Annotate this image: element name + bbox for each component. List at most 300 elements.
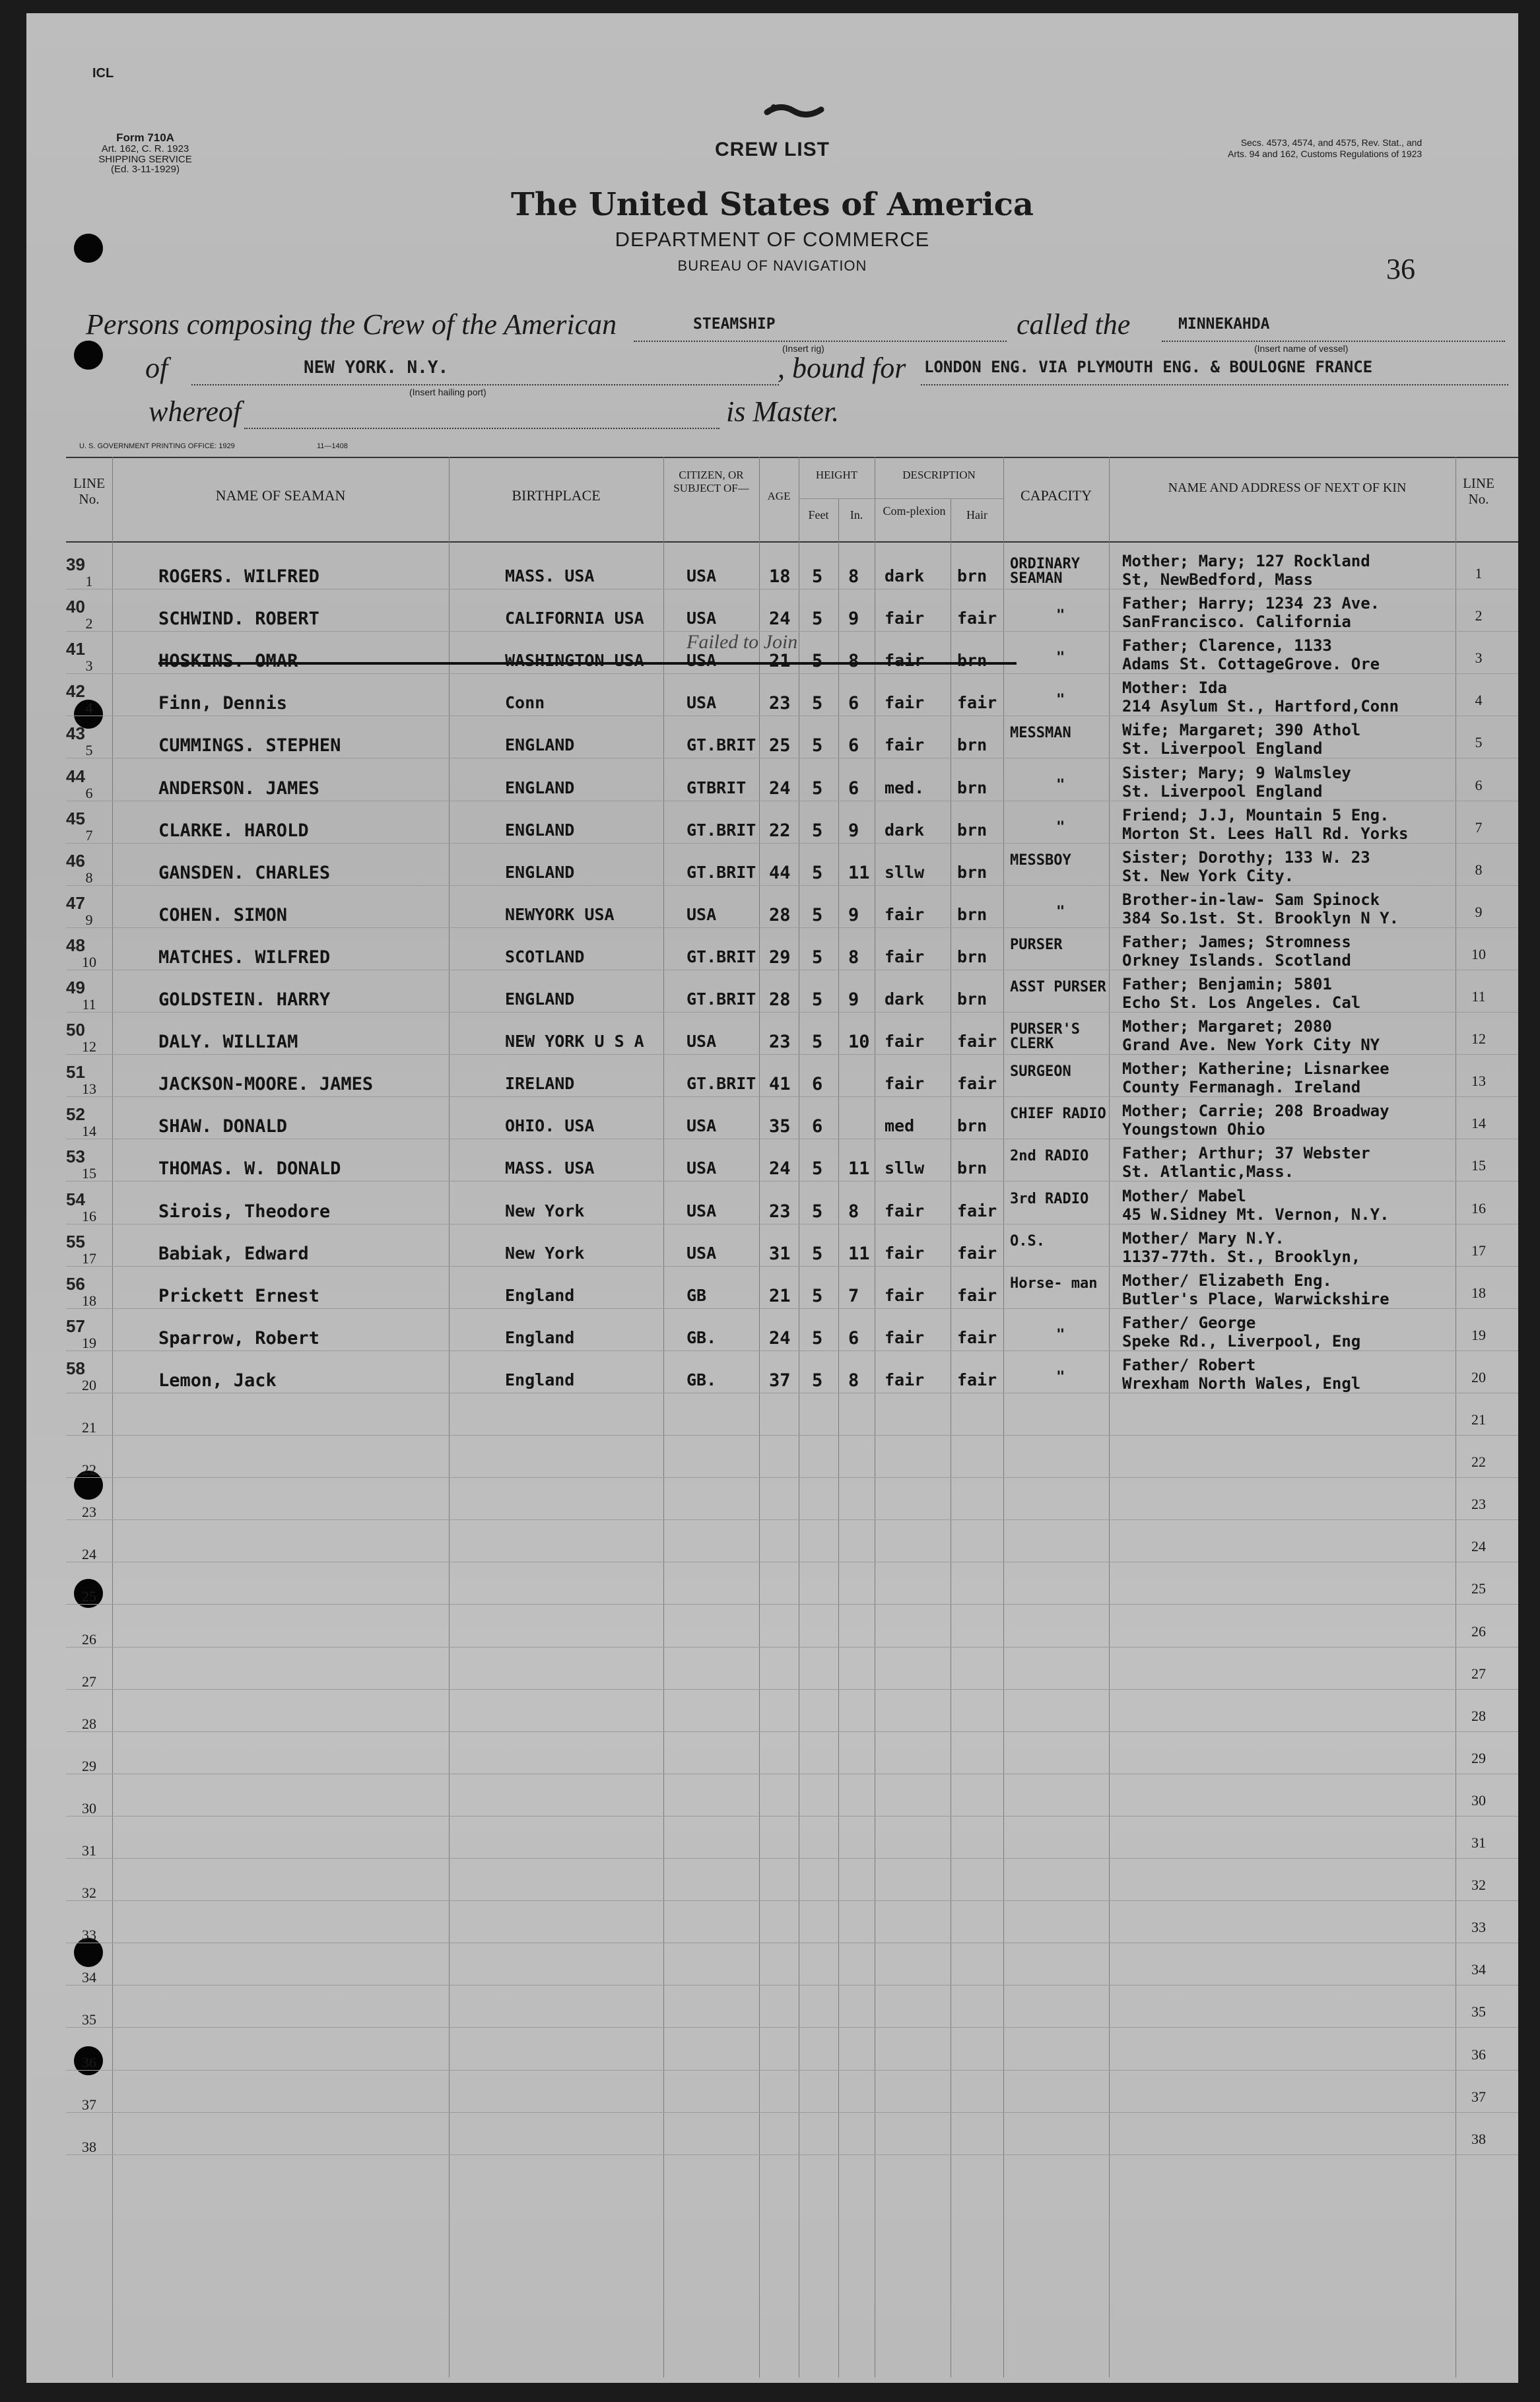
col-line-no: LINE No. [73, 475, 105, 508]
col-feet: Feet [808, 508, 829, 521]
margin-number: 55 [66, 1231, 85, 1251]
height-inches: 6 [848, 778, 859, 799]
citizenship: USA [686, 1032, 717, 1051]
whereof-label: whereof [149, 395, 242, 428]
line-number-right: 38 [1471, 2130, 1486, 2147]
capacity: CHIEF RADIO [1010, 1106, 1106, 1123]
line-number-left: 17 [82, 1250, 96, 1267]
margin-number: 53 [66, 1147, 85, 1167]
height-feet: 5 [812, 735, 823, 756]
next-of-kin-name: Mother; Carrie; 208 Broadway [1122, 1102, 1389, 1121]
hair: brn [957, 904, 988, 924]
height-feet: 5 [812, 1243, 823, 1264]
birthplace: CALIFORNIA USA [505, 609, 644, 628]
age: 24 [769, 609, 791, 630]
hair: brn [957, 1116, 988, 1136]
height-inches: 11 [848, 1158, 870, 1180]
complexion: fair [885, 1074, 925, 1094]
line-number-right: 27 [1471, 1665, 1486, 1682]
next-of-kin-address: St. Atlantic,Mass. [1122, 1162, 1294, 1182]
destination: LONDON ENG. VIA PLYMOUTH ENG. & BOULOGNE FRANCE [924, 358, 1373, 376]
line-number-left: 20 [82, 1376, 96, 1393]
birthplace: ENGLAND [505, 820, 575, 840]
seaman-name: GANSDEN. CHARLES [158, 862, 331, 883]
margin-number: 40 [66, 597, 85, 617]
seaman-name: CLARKE. HAROLD [158, 820, 309, 841]
margin-number: 50 [66, 1020, 85, 1040]
height-feet: 5 [812, 1327, 823, 1349]
age: 44 [769, 862, 791, 883]
hair: fair [957, 1074, 997, 1094]
hair: fair [957, 1327, 997, 1347]
line-number-left: 3 [85, 657, 93, 675]
line-number-left: 4 [85, 700, 93, 717]
seaman-name: SCHWIND. ROBERT [158, 609, 319, 630]
margin-number: 43 [66, 723, 85, 744]
margin-number: 44 [66, 766, 85, 786]
height-inches: 6 [848, 1327, 859, 1349]
is-master-label: is Master. [726, 395, 840, 428]
punch-hole [74, 341, 103, 370]
row-rule [66, 2027, 1518, 2028]
vessel-line [1162, 341, 1505, 342]
complexion: fair [885, 1243, 925, 1263]
margin-number: 49 [66, 978, 85, 997]
next-of-kin-name: Mother/ Mary N.Y. [1122, 1228, 1285, 1248]
capacity: " [1056, 1326, 1065, 1343]
seaman-name: COHEN. SIMON [158, 904, 288, 925]
margin-number: 41 [66, 639, 85, 659]
line-number-right: 12 [1471, 1030, 1486, 1048]
height-inches: 11 [848, 1243, 870, 1264]
next-of-kin-address: Grand Ave. New York City NY [1122, 1036, 1380, 1055]
seaman-name: Prickett Ernest [158, 1285, 319, 1306]
next-of-kin-name: Mother; Margaret; 2080 [1122, 1017, 1332, 1036]
capacity: Horse- man [1010, 1275, 1098, 1292]
col-birthplace: BIRTHPLACE [512, 487, 601, 504]
row-rule [66, 1435, 1518, 1436]
line-number-left: 26 [82, 1630, 96, 1648]
line-number-right: 36 [1471, 2046, 1486, 2063]
capacity: ASST PURSER [1010, 979, 1106, 995]
height-feet: 5 [812, 1285, 823, 1306]
next-of-kin-name: Sister; Dorothy; 133 W. 23 [1122, 848, 1370, 867]
complexion: fair [885, 609, 925, 628]
hair: brn [957, 989, 988, 1009]
seaman-name: CUMMINGS. STEPHEN [158, 735, 341, 756]
age: 23 [769, 1032, 791, 1053]
next-of-kin-address: 214 Asylum St., Hartford,Conn [1122, 697, 1399, 716]
next-of-kin-name: Father; Arthur; 37 Webster [1122, 1144, 1370, 1163]
row-rule [66, 1181, 1518, 1182]
line-number-right: 13 [1471, 1073, 1486, 1090]
port-line [191, 384, 779, 385]
complexion: med [885, 1116, 915, 1136]
next-of-kin-address: SanFrancisco. California [1122, 613, 1351, 632]
line-number-right: 26 [1471, 1622, 1486, 1640]
seaman-name: ANDERSON. JAMES [158, 778, 319, 799]
of-label: of [145, 352, 168, 384]
line-number-right: 21 [1471, 1411, 1486, 1428]
line-number-right: 6 [1475, 776, 1483, 793]
seal-mark [760, 98, 826, 127]
citizenship: GT.BRIT [686, 862, 756, 882]
height-feet: 5 [812, 693, 823, 714]
line-number-left: 36 [82, 2053, 96, 2071]
line-number-left: 37 [82, 2096, 96, 2113]
seaman-name: Finn, Dennis [158, 693, 288, 714]
height-feet: 5 [812, 1032, 823, 1053]
row-rule [66, 1816, 1518, 1817]
next-of-kin-address: St. Liverpool England [1122, 782, 1323, 801]
margin-number: 58 [66, 1358, 85, 1378]
age: 23 [769, 693, 791, 714]
line-number-left: 11 [82, 996, 96, 1013]
next-of-kin-name: Father/ Robert [1122, 1355, 1256, 1374]
row-rule [66, 1900, 1518, 1901]
next-of-kin-address: Butler's Place, Warwickshire [1122, 1289, 1389, 1308]
line-number-right: 1 [1475, 565, 1483, 582]
line-number-right: 25 [1471, 1580, 1486, 1597]
seaman-name: HOSKINS. OMAR [158, 651, 298, 672]
next-of-kin-address: St. Liverpool England [1122, 739, 1323, 758]
col-name: NAME OF SEAMAN [215, 487, 346, 504]
line-number-left: 34 [82, 1969, 96, 1986]
birthplace: SCOTLAND [505, 947, 585, 966]
complexion: dark [885, 989, 925, 1009]
height-feet: 6 [812, 1116, 823, 1137]
margin-number: 42 [66, 681, 85, 702]
next-of-kin-address: Adams St. CottageGrove. Ore [1122, 655, 1380, 674]
height-feet: 5 [812, 820, 823, 841]
birthplace: New York [505, 1201, 585, 1220]
line-number-right: 2 [1475, 607, 1483, 624]
citizenship: USA [686, 1243, 717, 1263]
crew-list-heading: CREW LIST [715, 139, 830, 160]
height-inches: 10 [848, 1032, 870, 1053]
margin-number: 45 [66, 808, 85, 828]
birthplace: England [505, 1285, 575, 1305]
next-of-kin-name: Father; James; Stromness [1122, 932, 1351, 951]
failed-to-join-note: Failed to Join [686, 631, 798, 653]
seaman-name: Lemon, Jack [158, 1370, 277, 1391]
row-rule [66, 1477, 1518, 1478]
complexion: fair [885, 1370, 925, 1389]
birthplace: ENGLAND [505, 989, 575, 1009]
row-rule [66, 885, 1518, 886]
next-of-kin-name: Mother; Mary; 127 Rockland [1122, 552, 1370, 570]
line-number-left: 14 [82, 1123, 96, 1140]
page-number: 36 [1386, 253, 1415, 285]
col-capacity: CAPACITY [1021, 487, 1092, 504]
capacity: PURSER'S CLERK [1010, 1021, 1080, 1053]
seaman-name: ROGERS. WILFRED [158, 566, 319, 587]
line-number-left: 2 [85, 615, 93, 632]
col-age: AGE [767, 490, 791, 502]
col-hair: Hair [966, 508, 988, 521]
margin-number: 57 [66, 1316, 85, 1336]
citizenship: GT.BRIT [686, 947, 756, 966]
capacity: 2nd RADIO [1010, 1148, 1089, 1165]
col-height: HEIGHT [815, 469, 858, 481]
next-of-kin-address: 1137-77th. St., Brooklyn, [1122, 1247, 1361, 1266]
height-inches: 8 [848, 1370, 859, 1391]
line-number-left: 19 [82, 1334, 96, 1351]
age: 22 [769, 820, 791, 841]
next-of-kin-name: Sister; Mary; 9 Walmsley [1122, 763, 1351, 782]
complexion: sllw [885, 1158, 925, 1178]
citizenship: USA [686, 1116, 717, 1136]
rig-value: STEAMSHIP [693, 316, 776, 333]
line-number-left: 9 [85, 911, 93, 928]
seaman-name: Sirois, Theodore [158, 1201, 331, 1222]
margin-number: 54 [66, 1189, 85, 1209]
row-rule [66, 1012, 1518, 1013]
hair: brn [957, 820, 988, 840]
line-number-left: 30 [82, 1799, 96, 1817]
line-number-left: 21 [82, 1419, 96, 1436]
height-inches: 6 [848, 735, 859, 756]
next-of-kin-name: Father; Harry; 1234 23 Ave. [1122, 594, 1380, 613]
birthplace: New York [505, 1243, 585, 1263]
height-inches: 7 [848, 1285, 859, 1306]
rig-line [634, 341, 1007, 342]
line-number-right: 37 [1471, 2088, 1486, 2105]
next-of-kin-address: Orkney Islands. Scotland [1122, 951, 1351, 970]
birthplace: NEW YORK U S A [505, 1032, 644, 1051]
complexion: fair [885, 693, 925, 713]
hair: fair [957, 1032, 997, 1051]
row-rule [66, 2070, 1518, 2071]
citizenship: GT.BRIT [686, 735, 756, 755]
hair: brn [957, 735, 988, 755]
next-of-kin-name: Brother-in-law- Sam Spinock [1122, 890, 1380, 909]
seaman-name: DALY. WILLIAM [158, 1032, 298, 1053]
margin-number: 39 [66, 554, 85, 574]
row-rule [66, 2112, 1518, 2113]
capacity: MESSBOY [1010, 851, 1071, 869]
height-feet: 5 [812, 947, 823, 968]
col-inches: In. [850, 508, 863, 521]
line-number-left: 29 [82, 1757, 96, 1774]
form-id: Form 710A Art. 162, C. R. 1923 SHIPPING SERVICE (Ed. 3-11-1929) [98, 131, 192, 176]
capacity: SURGEON [1010, 1063, 1071, 1081]
line-number-left: 15 [82, 1165, 96, 1182]
age: 37 [769, 1370, 791, 1391]
col-complexion: Com-plexion [883, 504, 946, 517]
line-number-right: 19 [1471, 1326, 1486, 1343]
master-line [244, 428, 720, 429]
line-number-right: 16 [1471, 1199, 1486, 1217]
height-feet: 5 [812, 609, 823, 630]
line-number-right: 34 [1471, 1961, 1486, 1978]
age: 24 [769, 1158, 791, 1180]
next-of-kin-address: County Fermanagh. Ireland [1122, 1078, 1361, 1097]
capacity: " [1056, 650, 1065, 667]
age: 28 [769, 989, 791, 1010]
line-number-right: 23 [1471, 1496, 1486, 1513]
row-rule [66, 1689, 1518, 1690]
next-of-kin-name: Father; Benjamin; 5801 [1122, 975, 1332, 993]
complexion: dark [885, 820, 925, 840]
line-number-left: 8 [85, 869, 93, 886]
line-number-right: 4 [1475, 692, 1483, 709]
line-number-left: 18 [82, 1292, 96, 1309]
height-feet: 5 [812, 778, 823, 799]
col-description: DESCRIPTION [902, 469, 976, 481]
vessel-name: MINNEKAHDA [1178, 316, 1270, 333]
next-of-kin-address: Echo St. Los Angeles. Cal [1122, 993, 1361, 1012]
birthplace: ENGLAND [505, 735, 575, 755]
rig-hint: (Insert rig) [782, 343, 824, 354]
hair: brn [957, 778, 988, 797]
line-number-right: 14 [1471, 1115, 1486, 1132]
next-of-kin-name: Mother/ Elizabeth Eng. [1122, 1271, 1332, 1290]
citizenship: GT.BRIT [686, 1074, 756, 1094]
height-inches: 9 [848, 904, 859, 925]
line-number-left: 27 [82, 1673, 96, 1690]
birthplace: England [505, 1327, 575, 1347]
margin-number: 47 [66, 892, 85, 913]
birthplace: NEWYORK USA [505, 904, 615, 924]
capacity: " [1056, 776, 1065, 793]
line-number-right: 29 [1471, 1749, 1486, 1766]
line-number-left: 24 [82, 1546, 96, 1563]
row-rule [66, 1096, 1518, 1097]
seaman-name: GOLDSTEIN. HARRY [158, 989, 331, 1010]
line-number-left: 33 [82, 1927, 96, 1944]
line-number-left: 38 [82, 2138, 96, 2155]
complexion: dark [885, 566, 925, 585]
line-number-left: 32 [82, 1885, 96, 1902]
height-inches: 8 [848, 566, 859, 587]
col-next-of-kin: NAME AND ADDRESS OF NEXT OF KIN [1168, 481, 1407, 495]
row-rule [66, 1604, 1518, 1605]
next-of-kin-address: St, NewBedford, Mass [1122, 570, 1313, 589]
citizenship: USA [686, 1201, 717, 1220]
citizenship: USA [686, 1158, 717, 1178]
row-rule [66, 1054, 1518, 1055]
complexion: sllw [885, 862, 925, 882]
complexion: fair [885, 904, 925, 924]
height-feet: 5 [812, 904, 823, 925]
age: 25 [769, 735, 791, 756]
line-number-left: 1 [85, 573, 93, 589]
line-number-left: 7 [85, 826, 93, 844]
margin-number: 51 [66, 1062, 85, 1083]
complexion: fair [885, 1327, 925, 1347]
row-rule [66, 843, 1518, 844]
age: 18 [769, 566, 791, 587]
line-number-right: 17 [1471, 1242, 1486, 1259]
birthplace: MASS. USA [505, 1158, 595, 1178]
line-number-right: 31 [1471, 1834, 1486, 1851]
row-rule [66, 1266, 1518, 1267]
seaman-name: Babiak, Edward [158, 1243, 309, 1264]
line-number-right: 5 [1475, 734, 1483, 751]
hair: brn [957, 651, 988, 671]
line-number-right: 8 [1475, 861, 1483, 878]
height-feet: 5 [812, 1158, 823, 1180]
height-inches: 8 [848, 651, 859, 672]
line-number-left: 28 [82, 1715, 96, 1732]
line-number-right: 10 [1471, 945, 1486, 962]
capacity: O.S. [1010, 1232, 1045, 1250]
line-number-right: 33 [1471, 1919, 1486, 1936]
complexion: fair [885, 735, 925, 755]
hair: fair [957, 609, 997, 628]
line-number-left: 31 [82, 1842, 96, 1859]
row-rule [66, 1308, 1518, 1309]
age: 28 [769, 904, 791, 925]
age: 35 [769, 1116, 791, 1137]
height-inches: 8 [848, 1201, 859, 1222]
next-of-kin-address: 384 So.1st. St. Brooklyn N Y. [1122, 908, 1399, 927]
col-citizen: CITIZEN, OR SUBJECT OF— [673, 469, 749, 494]
capacity: " [1056, 903, 1065, 920]
bound-for-label: , bound for [778, 352, 906, 384]
hair: fair [957, 1201, 997, 1220]
line-number-right: 28 [1471, 1707, 1486, 1724]
hailing-port: NEW YORK. N.Y. [304, 358, 449, 378]
line-number-left: 16 [82, 1207, 96, 1224]
line-number-left: 35 [82, 2011, 96, 2028]
crew-list-page [26, 13, 1518, 2383]
height-inches: 9 [848, 989, 859, 1010]
row-rule [66, 1647, 1518, 1648]
line-number-right: 20 [1471, 1368, 1486, 1385]
height-inches: 9 [848, 820, 859, 841]
height-feet: 5 [812, 1370, 823, 1391]
line-number-right: 22 [1471, 1453, 1486, 1471]
capacity: ORDINARY SEAMAN [1010, 556, 1080, 587]
line-number-left: 13 [82, 1081, 96, 1098]
line-number-right: 11 [1471, 988, 1486, 1005]
seaman-name: SHAW. DONALD [158, 1116, 288, 1137]
next-of-kin-address: 45 W.Sidney Mt. Vernon, N.Y. [1122, 1205, 1389, 1224]
col-line-no-right: LINE No. [1463, 475, 1494, 508]
birthplace: OHIO. USA [505, 1116, 595, 1136]
seaman-name: MATCHES. WILFRED [158, 947, 331, 968]
capacity: PURSER [1010, 936, 1063, 953]
next-of-kin-name: Mother; Katherine; Lisnarkee [1122, 1059, 1389, 1079]
margin-number: 56 [66, 1273, 85, 1294]
citizenship: USA [686, 566, 717, 585]
strike-through-line [158, 662, 1017, 665]
next-of-kin-address: Youngstown Ohio [1122, 1120, 1265, 1139]
citizenship: USA [686, 693, 717, 713]
capacity: " [1056, 692, 1065, 709]
height-feet: 5 [812, 566, 823, 587]
age: 21 [769, 651, 791, 672]
seaman-name: JACKSON-MOORE. JAMES [158, 1074, 374, 1095]
citizenship: GT.BRIT [686, 989, 756, 1009]
next-of-kin-name: Mother: Ida [1122, 679, 1227, 698]
height-feet: 5 [812, 989, 823, 1010]
next-of-kin-name: Father; Clarence, 1133 [1122, 636, 1332, 655]
capacity: " [1056, 818, 1065, 836]
line-number-left: 22 [82, 1461, 96, 1479]
vessel-hint: (Insert name of vessel) [1254, 343, 1349, 354]
hair: brn [957, 1158, 988, 1178]
citizenship: USA [686, 904, 717, 924]
bureau-title: BUREAU OF NAVIGATION [677, 257, 867, 274]
margin-number: 48 [66, 935, 85, 955]
capacity: " [1056, 1368, 1065, 1385]
hair: fair [957, 1285, 997, 1305]
next-of-kin-name: Father/ George [1122, 1313, 1256, 1332]
line-number-right: 18 [1471, 1284, 1486, 1301]
